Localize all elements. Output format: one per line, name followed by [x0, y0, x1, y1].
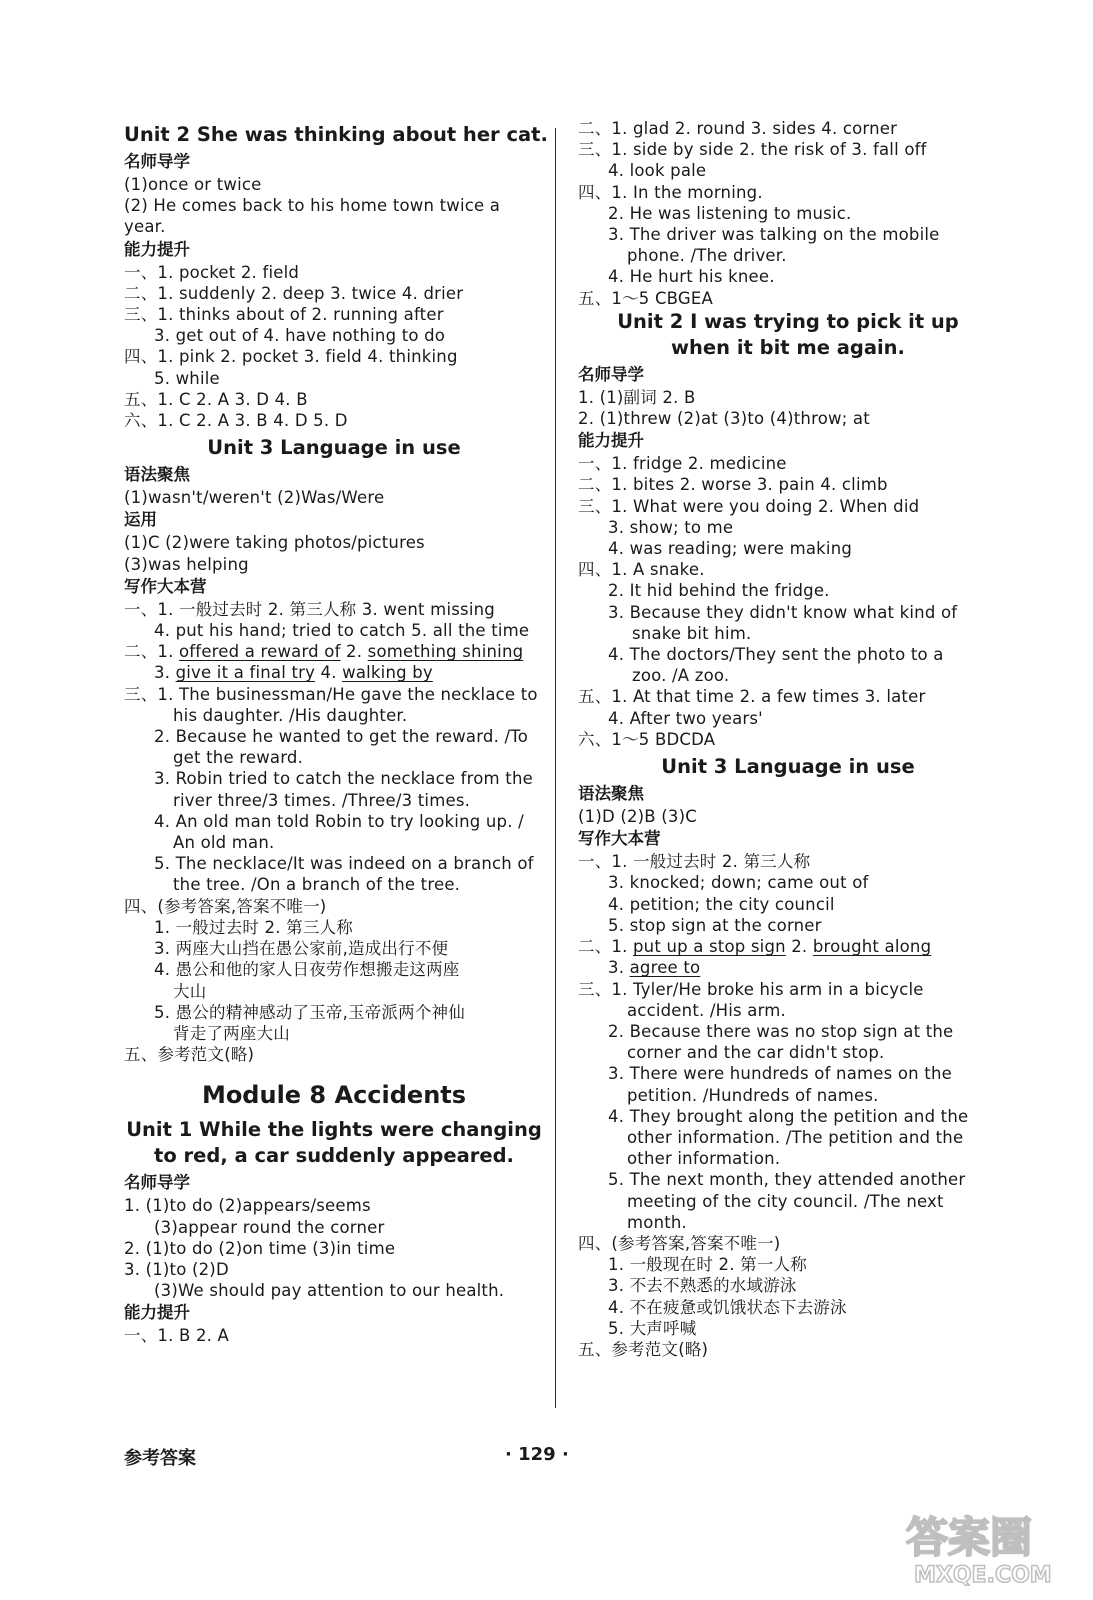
answer-line: (2) He comes back to his home town twice a: [124, 196, 501, 216]
unit-title: to red, a car suddenly appeared.: [154, 1144, 514, 1168]
answer-line: 3. get out of 4. have nothing to do: [154, 326, 446, 346]
underlined-answer: walking by: [342, 663, 433, 683]
answer-line: 5. 愚公的精神感动了玉帝,玉帝派两个神仙: [154, 1002, 465, 1022]
section-heading: 能力提升: [578, 431, 644, 451]
answer-number: 4.: [315, 663, 343, 683]
section-heading: 名师导学: [578, 364, 644, 384]
footer-label: 参考答案: [124, 1448, 196, 1469]
answer-line: 一、1. fridge 2. medicine: [578, 454, 787, 474]
answer-line: (1)wasn't/weren't (2)Was/Were: [124, 488, 385, 508]
answer-line: 1. (1)to do (2)appears/seems: [124, 1196, 371, 1216]
answer-line: month.: [627, 1212, 687, 1232]
answer-line: 2. Because he wanted to get the reward. /To: [154, 727, 528, 747]
answer-number: 3.: [608, 958, 630, 978]
answer-line: 5. while: [154, 368, 220, 388]
answer-line: 3. 不去不熟悉的水域游泳: [608, 1276, 797, 1296]
unit-title: when it bit me again.: [671, 335, 905, 359]
answer-line: 2. It hid behind the fridge.: [608, 581, 830, 601]
answer-line: 2. (1)to do (2)on time (3)in time: [124, 1238, 396, 1258]
answer-line: 4. 愚公和他的家人日夜劳作想搬走这两座: [154, 960, 460, 980]
answer-line: 一、1. 一般过去时 2. 第三人称: [578, 852, 811, 872]
answer-line: 3. Because they didn't know what kind of: [608, 602, 958, 622]
answer-line: 六、1. C 2. A 3. B 4. D 5. D: [124, 411, 348, 431]
underlined-answer: give it a final try: [175, 663, 316, 683]
answer-line: 五、参考范文(略): [578, 1339, 709, 1359]
answer-line: 四、(参考答案,答案不唯一): [578, 1233, 781, 1253]
answer-line: 4. 不在疲惫或饥饿状态下去游泳: [608, 1297, 847, 1317]
unit-title: Unit 3 Language in use: [661, 755, 915, 779]
watermark-sub-text: MXQE.COM: [914, 1563, 1052, 1588]
answer-line: [578, 936, 998, 957]
answer-line: 2. Because there was no stop sign at the: [608, 1021, 954, 1041]
answer-line: 三、1. side by side 2. the risk of 3. fall off: [578, 140, 927, 160]
answer-line: 1. 一般现在时 2. 第一人称: [608, 1255, 807, 1275]
answer-line: other information.: [627, 1149, 781, 1169]
answer-line: 3. show; to me: [608, 517, 734, 537]
answer-line: 5. The necklace/It was indeed on a branch of: [154, 854, 534, 874]
answer-line: 四、1. pink 2. pocket 3. field 4. thinking: [124, 347, 458, 367]
answer-line: 4. They brought along the petition and the: [608, 1106, 969, 1126]
answer-line: 二、1. bites 2. worse 3. pain 4. climb: [578, 475, 888, 495]
answer-line: 五、1. C 2. A 3. D 4. B: [124, 389, 308, 409]
answer-line: 2. He was listening to music.: [608, 203, 852, 223]
section-heading: 能力提升: [124, 1303, 190, 1323]
answer-line: 三、1. thinks about of 2. running after: [124, 305, 444, 325]
answer-line: 5. stop sign at the corner: [608, 915, 822, 935]
answer-line: 3. (1)to (2)D: [124, 1259, 229, 1279]
answer-line: 背走了两座大山: [173, 1023, 290, 1043]
answer-line: [124, 662, 544, 683]
unit-title: Unit 2 She was thinking about her cat.: [124, 123, 548, 146]
answer-line: [124, 641, 544, 662]
section-heading: 写作大本营: [578, 829, 661, 849]
column-divider: [555, 128, 556, 1408]
answer-line: 三、1. The businessman/He gave the necklace to: [124, 684, 538, 704]
answer-line: 三、1. Tyler/He broke his arm in a bicycle: [578, 979, 924, 999]
answer-line: 5. 大声呼喊: [608, 1318, 697, 1338]
module-title: Module 8 Accidents: [201, 1081, 467, 1110]
answer-line: 一、1. 一般过去时 2. 第三人称 3. went missing: [124, 599, 495, 619]
answer-line: 五、1～5 CBGEA: [578, 288, 713, 308]
answer-line: other information. /The petition and the: [627, 1127, 964, 1147]
answer-line: 3. knocked; down; came out of: [608, 873, 869, 893]
section-heading: 名师导学: [124, 1173, 190, 1193]
answer-line: zoo. /A zoo.: [632, 666, 730, 686]
section-heading: 语法聚焦: [578, 784, 644, 804]
answer-line: [578, 957, 998, 978]
answer-line: 3. 两座大山挡在愚公家前,造成出行不便: [154, 939, 449, 959]
answer-number: 3.: [154, 663, 176, 683]
underlined-answer: brought along: [812, 937, 932, 957]
answer-line: 4. The doctors/They sent the photo to a: [608, 645, 944, 665]
answer-line: his daughter. /His daughter.: [173, 705, 408, 725]
answer-line: 一、1. pocket 2. field: [124, 262, 300, 282]
answer-number: 2.: [785, 937, 813, 957]
underlined-answer: something shining: [367, 642, 524, 662]
answer-line: 大山: [173, 981, 207, 1001]
answer-line: 4. An old man told Robin to try looking up. /: [154, 811, 524, 831]
answer-line: 五、1. At that time 2. a few times 3. later: [578, 687, 926, 707]
answer-number: 二、1.: [578, 937, 633, 957]
answer-line: 三、1. What were you doing 2. When did: [578, 496, 920, 516]
answer-line: phone. /The driver.: [627, 246, 787, 266]
answer-line: 四、1. In the morning.: [578, 182, 763, 202]
answer-line: accident. /His arm.: [627, 1000, 786, 1020]
answer-line: 4. He hurt his knee.: [608, 267, 775, 287]
answer-line: year.: [124, 217, 166, 237]
section-heading: 名师导学: [124, 152, 190, 171]
answer-line: 4. was reading; were making: [608, 539, 853, 559]
answer-line: petition. /Hundreds of names.: [627, 1085, 879, 1105]
answer-line: the tree. /On a branch of the tree.: [173, 875, 461, 895]
left-column: [124, 118, 548, 1347]
section-heading: 能力提升: [124, 239, 190, 259]
answer-line: 六、1～5 BDCDA: [578, 729, 716, 749]
answer-line: meeting of the city council. /The next: [627, 1191, 944, 1211]
answer-line: corner and the car didn't stop.: [627, 1043, 885, 1063]
answer-line: 四、(参考答案,答案不唯一): [124, 896, 327, 916]
answer-line: river three/3 times. /Three/3 times.: [173, 790, 471, 810]
answer-line: get the reward.: [173, 748, 304, 768]
answer-line: 二、1. glad 2. round 3. sides 4. corner: [578, 119, 898, 138]
answer-line: 一、1. B 2. A: [124, 1326, 230, 1346]
answer-line: 4. petition; the city council: [608, 894, 835, 914]
unit-title: Unit 1 While the lights were changing: [126, 1118, 542, 1142]
answer-line: 4. look pale: [608, 161, 707, 181]
underlined-answer: put up a stop sign: [633, 937, 786, 957]
answer-number: 2.: [340, 642, 368, 662]
answer-line: 3. There were hundreds of names on the: [608, 1064, 952, 1084]
answer-line: (1)once or twice: [124, 175, 262, 194]
answer-line: (1)C (2)were taking photos/pictures: [124, 533, 425, 553]
answer-line: 3. The driver was talking on the mobile: [608, 225, 940, 245]
underlined-answer: offered a reward of: [179, 642, 341, 662]
answer-line: 1. (1)副词 2. B: [578, 387, 696, 407]
answer-number: 二、1.: [124, 642, 179, 662]
watermark-logo: [900, 1508, 1080, 1588]
answer-line: (3)We should pay attention to our health.: [154, 1281, 505, 1301]
answer-line: 四、1. A snake.: [578, 560, 705, 580]
answer-line: An old man.: [173, 833, 275, 853]
answer-line: snake bit him.: [632, 623, 752, 643]
answer-line: 4. put his hand; tried to catch 5. all the time: [154, 621, 530, 641]
unit-title: Unit 3 Language in use: [207, 436, 461, 460]
section-heading: 运用: [124, 510, 157, 530]
unit-title: Unit 2 I was trying to pick it up: [617, 309, 959, 333]
answer-line: 3. Robin tried to catch the necklace from the: [154, 769, 533, 789]
answer-line: 2. (1)threw (2)at (3)to (4)throw; at: [578, 409, 870, 429]
answer-line: (1)D (2)B (3)C: [578, 807, 697, 827]
section-heading: 语法聚焦: [124, 465, 190, 485]
answer-line: 二、1. suddenly 2. deep 3. twice 4. drier: [124, 283, 464, 303]
section-heading: 写作大本营: [124, 576, 207, 596]
underlined-answer: agree to: [629, 958, 701, 978]
page-number: · 129 ·: [505, 1444, 569, 1465]
answer-line: 5. The next month, they attended another: [608, 1170, 966, 1190]
answer-line: (3)was helping: [124, 554, 249, 574]
answer-line: 1. 一般过去时 2. 第三人称: [154, 917, 353, 937]
answer-line: 五、参考范文(略): [124, 1045, 255, 1065]
answer-line: (3)appear round the corner: [154, 1217, 385, 1237]
answer-line: 4. After two years': [608, 708, 763, 728]
right-column: [578, 118, 998, 1360]
watermark-main-text: 答案圈: [906, 1513, 1033, 1562]
